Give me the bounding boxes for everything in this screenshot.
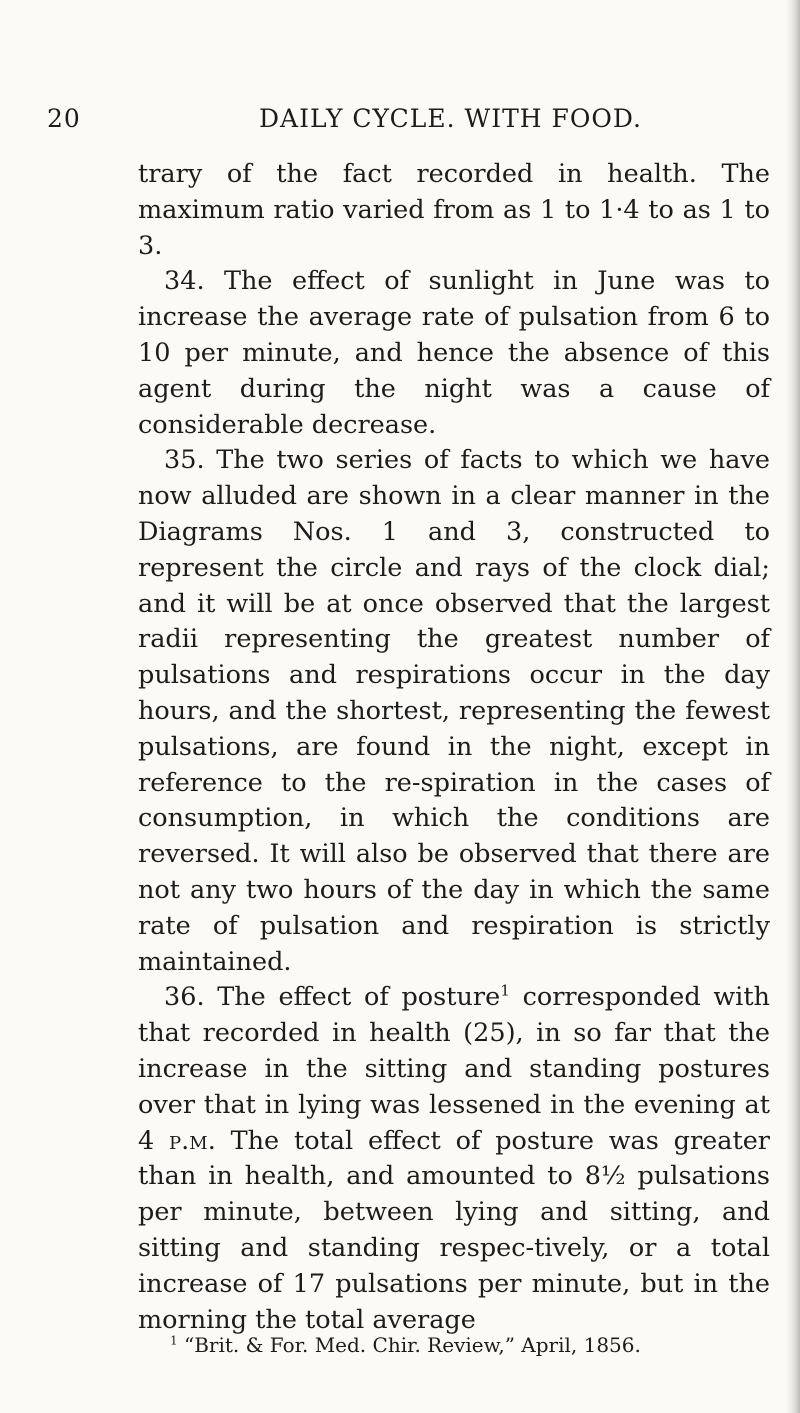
- running-title: DAILY CYCLE. WITH FOOD.: [259, 104, 642, 133]
- paragraph-34: 34. The effect of sunlight in June was to increase the average rate of pulsation from 6 to 10 per minute, and hence the absence of this agent during the night was a cause of considerable decrease.: [138, 266, 770, 440]
- paragraph-36-end: The total effect of posture was greater than in health, and amounted to 8½ pulsations per minute, between lying and sitting, and sitting and standing respec-tively, or a total increase of 17 pulsations per minute, but in the morning the total average: [138, 1125, 770, 1335]
- footnote-marker: 1: [500, 981, 510, 1000]
- footnote-number: 1: [170, 1333, 178, 1348]
- page-number: 20: [47, 104, 81, 133]
- paragraph-36-middle: corresponded with that recorded in health (25), in so far that the increase in the sitting and standing postures over that in lying was lessened in the evening at 4: [138, 982, 770, 1156]
- page-header: [0, 104, 800, 144]
- time-label: p.m.: [169, 1125, 216, 1156]
- page-edge-shadow: [786, 0, 800, 1413]
- footnote: [170, 1332, 790, 1358]
- footnote-text: “Brit. & For. Med. Chir. Review,” April, 1856.: [184, 1333, 641, 1357]
- paragraph-36: [138, 980, 770, 1338]
- paragraph-continued: trary of the fact recorded in health. The maximum ratio varied from as 1 to 1·4 to as 1 to 3.: [138, 159, 770, 261]
- body-text: [138, 157, 770, 1338]
- paragraph-35: 35. The two series of facts to which we have now alluded are shown in a clear manner in the Diagrams Nos. 1 and 3, constructed to represent the circle and rays of the clock dial; and it will be at once observed that the largest radii representing the greatest number of pulsations and respirations occur in the day hours, and the shortest, representing the fewest pulsations, are found in the night, except in reference to the re-spiration in the cases of consumption, in which the conditions are reversed. It will also be observed that there are not any two hours of the day in which the same rate of pulsation and respiration is strictly maintained.: [138, 445, 770, 977]
- paragraph-36-start: 36. The effect of posture: [164, 982, 501, 1013]
